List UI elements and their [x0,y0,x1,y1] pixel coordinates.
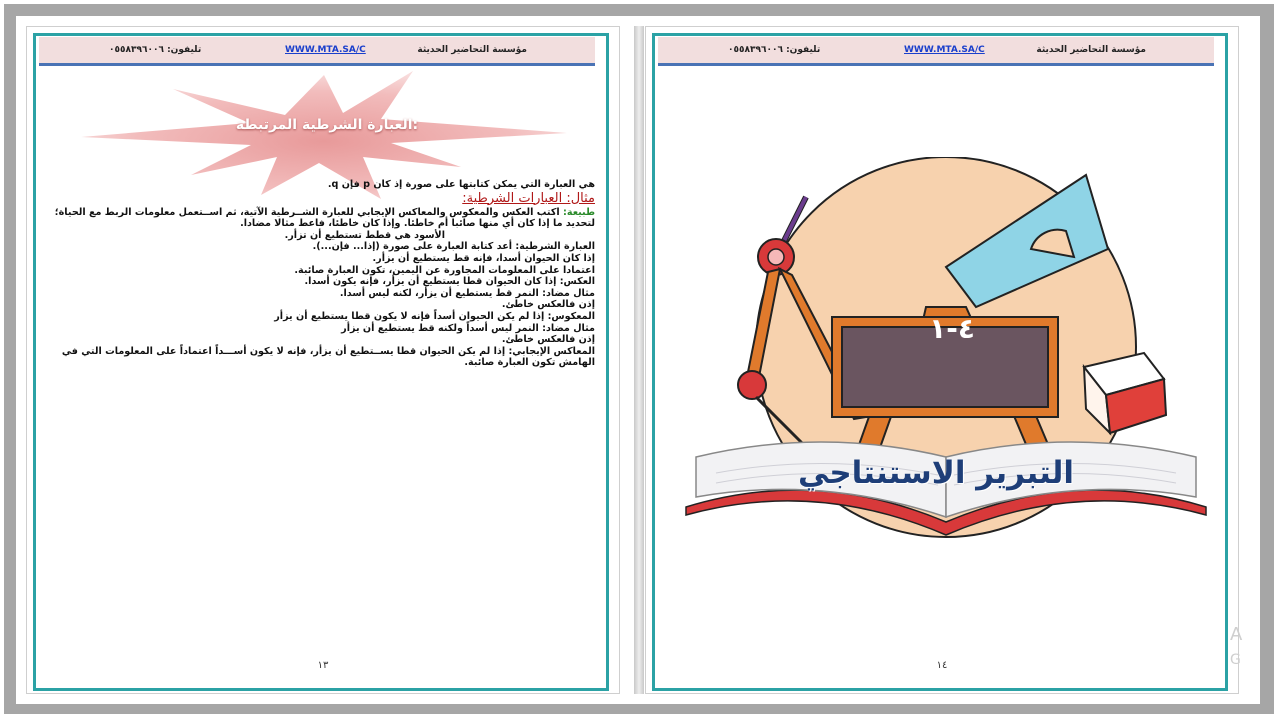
definition-text: هي العبارة التي يمكن كتابتها على صورة إذ كان p فإن q. [327,179,595,190]
body-line: إذا كان الحيوان أسدا، فإنه قط يستطيع أن يزأر. [372,252,595,264]
document-page-14 [645,26,1239,694]
body-line: اعتمادا على المعلومات المجاورة عن اليمين، تكون العبارة صائبة. [294,264,595,276]
body-line: مثال مضاد: النمر قط يستطيع أن يزأر، لكنه ليس أسدا. [339,287,595,299]
body-line: المعاكس الإيجابي: إذا لم يكن الحيوان قطا يســتطيع أن يزأر، فإنه لا يكون أســـداً اعتماداً على المعلومات التي في الهامش تكون العبارة صائبة. [61,345,595,369]
example-heading: مثال: العبارات الشرطية: [462,190,595,206]
header-org: مؤسسة التحاضير الحديثة [1036,45,1146,55]
body-line: إذن فالعكس خاطئ. [501,299,595,311]
lesson-body [39,179,595,369]
chalkboard-lesson-number: ٤-١ [929,312,975,345]
body-line: الأسود هي قطط تستطيع أن تزأر. [284,229,445,241]
body-line: العكس: إذا كان الحيوان قطا يستطيع أن يزأر، فإنه يكون أسدا. [304,276,595,288]
page-header [39,37,595,66]
book-spine [634,26,644,694]
chapter-title: التبرير الاستنتاجي [797,455,1075,491]
header-org: مؤسسة التحاضير الحديثة [417,45,527,55]
document-page-13 [26,26,620,694]
header-phone: تليفون: ٠٥٥٨٣٩٦٠٠٦ [109,45,202,55]
body-line: إذن فالعكس خاطئ. [501,334,595,346]
header-url-link[interactable]: WWW.MTA.SA/C [904,45,985,55]
body-line [39,207,595,219]
line-text: اكتب العكس والمعكوس والمعاكس الإيجابي للعبارة الشــرطية الآتية، ثم اســتعمل معلومات الربط مع الحياة؛ [54,206,564,218]
page-number: ١٣ [317,660,329,671]
banner-title: العبارة الشرطية المرتبطة: [235,117,419,133]
page-header [658,37,1214,66]
watermark-line-2: G [1230,652,1241,668]
header-url-link[interactable]: WWW.MTA.SA/C [285,45,366,55]
line-label: طبيعة: [563,206,595,218]
body-line: العبارة الشرطية: أعد كتابة العبارة على صورة (إذا... فإن...). [312,241,595,253]
body-line: لتحديد ما إذا كان أي منها صائبا أم خاطئا. وإذا كان خاطئا، فاعط مثالا مضادا. [240,218,595,230]
body-line: المعكوس: إذا لم يكن الحيوان أسداً فإنه لا يكون قطا يستطيع أن يزأر [274,310,595,322]
body-line: مثال مضاد: النمر ليس أسداً ولكنه قط يستطيع أن يزأر [341,322,595,334]
header-phone: تليفون: ٠٥٥٨٣٩٦٠٠٦ [728,45,821,55]
watermark-line-1: A [1230,624,1243,645]
page-number: ١٤ [936,660,948,671]
